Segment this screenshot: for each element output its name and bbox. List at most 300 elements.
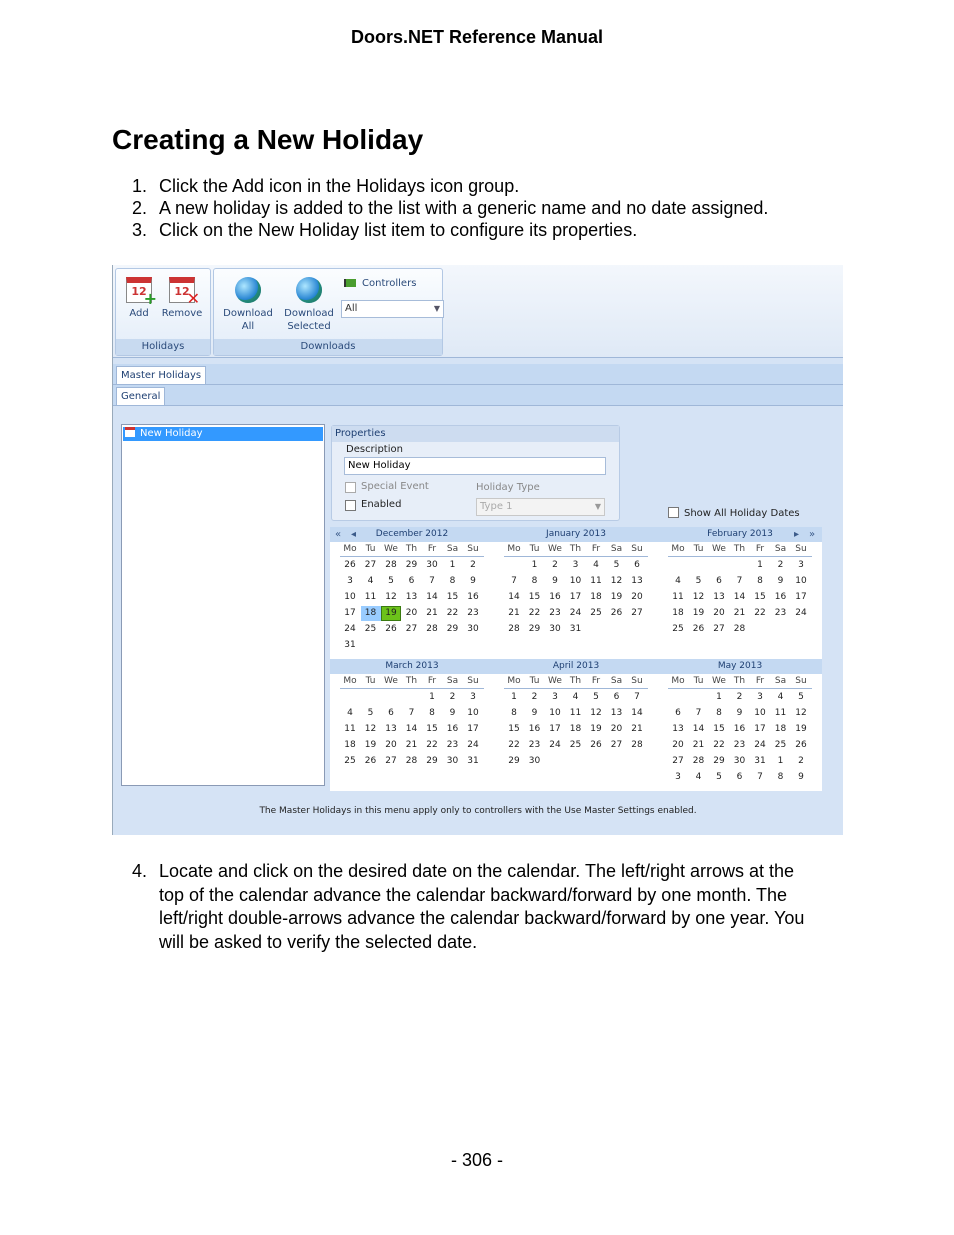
calendar-day[interactable]: 22 — [508, 740, 520, 750]
calendar-day[interactable]: 6 — [675, 708, 681, 718]
calendar-day[interactable]: 26 — [795, 740, 807, 750]
flag-icon — [344, 279, 356, 287]
weekday-label: Sa — [610, 544, 623, 554]
weekday-label: Su — [631, 676, 643, 686]
calendar-day[interactable]: 19 — [692, 608, 705, 618]
calendar-day[interactable]: 7 — [429, 576, 435, 586]
calendar-day[interactable]: 9 — [552, 576, 558, 586]
calendar-day[interactable]: 20 — [672, 740, 684, 750]
step-number: 3. — [132, 220, 148, 240]
month-title: December 2012 — [375, 529, 449, 539]
add-button[interactable] — [121, 277, 157, 320]
calendar-day[interactable]: 8 — [531, 576, 538, 586]
weekday-label: Th — [733, 676, 746, 686]
calendar-day[interactable]: 21 — [631, 724, 643, 734]
calendar-day[interactable]: 18 — [590, 592, 602, 602]
calendar-day[interactable]: 5 — [593, 692, 599, 702]
weekday-label: Mo — [671, 544, 685, 554]
calendar-day[interactable]: 5 — [716, 772, 722, 782]
calendar-day[interactable]: 14 — [692, 724, 705, 734]
calendar-day[interactable]: 28 — [733, 624, 746, 634]
calendar-day[interactable]: 13 — [405, 592, 418, 602]
calendar-day[interactable]: 13 — [610, 708, 623, 718]
calendar-day[interactable]: 3 — [552, 692, 558, 702]
calendar-day[interactable]: 20 — [405, 608, 418, 618]
calendar-day[interactable]: 1 — [757, 560, 763, 570]
calendar-day[interactable]: 26 — [364, 756, 377, 766]
calendar-day[interactable]: 4 — [347, 708, 353, 718]
calendar-day[interactable]: 28 — [508, 624, 520, 634]
weekday-label: Sa — [446, 544, 459, 554]
calendar-day[interactable]: 25 — [590, 608, 602, 618]
calendar-day[interactable]: 9 — [798, 772, 804, 782]
weekday-label: We — [548, 544, 562, 554]
weekday-label: Su — [795, 676, 807, 686]
calendar-day[interactable]: 31 — [754, 756, 766, 766]
calendar-day[interactable]: 24 — [795, 608, 807, 618]
download-selected-label-2: Selected — [287, 321, 331, 332]
weekday-label: Sa — [610, 676, 623, 686]
page-title: Creating a New Holiday — [112, 124, 424, 155]
calendar-day[interactable]: 8 — [777, 772, 784, 782]
calendar-day[interactable]: 8 — [511, 708, 517, 718]
controllers-select[interactable] — [341, 300, 444, 318]
calendar-day[interactable]: 23 — [733, 740, 746, 750]
calendar-day[interactable]: 9 — [736, 708, 743, 718]
calendar-day[interactable]: 23 — [446, 740, 459, 750]
step-4-list — [112, 860, 804, 954]
calendar-day[interactable]: 10 — [344, 592, 356, 602]
tab-master-holidays[interactable]: Master Holidays — [116, 366, 206, 384]
calendar-day[interactable]: 24 — [569, 608, 582, 618]
calendar-day[interactable]: 20 — [713, 608, 725, 618]
calendar-day[interactable]: 24 — [754, 740, 766, 750]
calendar-day[interactable]: 4 — [777, 692, 784, 702]
calendar-day[interactable]: 22 — [446, 608, 459, 618]
weekday-label: Tu — [365, 676, 376, 686]
list-item-label: New Holiday — [140, 428, 203, 439]
calendar-day[interactable]: 15 — [528, 592, 541, 602]
weekday-label: Sa — [774, 544, 787, 554]
weekday-label: Mo — [507, 544, 521, 554]
calendar-day[interactable]: 11 — [774, 708, 787, 718]
calendar-day[interactable]: 29 — [405, 560, 418, 570]
calendar-day[interactable]: 3 — [572, 560, 579, 570]
weekday-label: Mo — [507, 676, 521, 686]
calendar-day[interactable]: 23 — [774, 608, 787, 618]
weekday-label: Fr — [591, 676, 601, 686]
ribbon — [113, 265, 843, 358]
master-holidays-note: The Master Holidays in this menu apply only to controllers with the Use Master Settings enabled. — [259, 806, 697, 816]
calendar-day[interactable]: 8 — [716, 708, 722, 718]
description-label: Description — [346, 444, 403, 455]
calendar-day[interactable]: 25 — [774, 740, 787, 750]
calendar-day[interactable]: 30 — [549, 624, 561, 634]
calendar-day[interactable]: 30 — [733, 756, 746, 766]
calendar-day[interactable]: 7 — [408, 708, 415, 718]
calendar-day[interactable]: 27 — [713, 624, 725, 634]
calendar-day[interactable]: 11 — [569, 708, 582, 718]
calendar-day[interactable]: 17 — [569, 592, 582, 602]
calendar-day[interactable]: 9 — [531, 708, 538, 718]
weekday-label: Tu — [529, 676, 540, 686]
calendar-day[interactable]: 21 — [426, 608, 438, 618]
calendar-day[interactable]: 22 — [528, 608, 541, 618]
calendar-day[interactable]: 4 — [695, 772, 702, 782]
calendar-day[interactable]: 25 — [672, 624, 684, 634]
calendar-day[interactable]: 1 — [449, 560, 456, 570]
calendar-day[interactable]: 16 — [549, 592, 561, 602]
weekday-label: Tu — [693, 676, 704, 686]
calendar-day[interactable]: 3 — [675, 772, 681, 782]
calendar-day[interactable]: 11 — [364, 592, 377, 602]
weekday-label: Su — [631, 544, 643, 554]
calendar-day[interactable]: 1 — [777, 756, 784, 766]
calendar-day[interactable]: 16 — [446, 724, 459, 734]
calendar-day[interactable]: 13 — [385, 724, 397, 734]
calendar-day[interactable]: 30 — [426, 560, 438, 570]
calendar-day[interactable]: 5 — [613, 560, 620, 570]
calendar-day[interactable]: 7 — [757, 772, 763, 782]
calendar-day[interactable]: 12 — [610, 576, 623, 586]
calendar-day[interactable]: 11 — [590, 576, 602, 586]
calendar-day[interactable]: 2 — [470, 560, 476, 570]
calendar-day[interactable]: 1 — [429, 692, 435, 702]
weekday-divider — [668, 688, 812, 689]
weekday-label: Su — [795, 544, 807, 554]
calendar-day[interactable]: 1 — [531, 560, 538, 570]
calendar-day[interactable]: 18 — [774, 724, 787, 734]
holiday-type-select[interactable] — [476, 498, 605, 516]
calendar-day[interactable]: 28 — [405, 756, 418, 766]
weekday-label: Mo — [671, 676, 685, 686]
sub-tab-bar — [113, 385, 843, 406]
dropdown-arrow-icon: ▼ — [433, 304, 440, 313]
weekday-label: We — [548, 676, 562, 686]
calendar-day[interactable]: 27 — [405, 624, 418, 634]
calendar-day[interactable]: 12 — [590, 708, 602, 718]
weekday-label: Th — [405, 676, 418, 686]
calendar-day[interactable]: 8 — [449, 576, 456, 586]
calendar-day[interactable]: 24 — [344, 624, 356, 634]
calendar-day[interactable]: 14 — [508, 592, 520, 602]
calendar-day[interactable]: 15 — [713, 724, 725, 734]
calendar-day[interactable]: 25 — [364, 624, 377, 634]
calendar-day[interactable]: 19 — [381, 606, 401, 621]
calendar-day[interactable]: 21 — [692, 740, 705, 750]
calendar-day[interactable]: 23 — [467, 608, 479, 618]
calendar-day[interactable]: 28 — [426, 624, 438, 634]
calendar-add-icon: 12 + — [126, 277, 152, 303]
calendar-number: 12 — [131, 285, 147, 298]
step-4-line: top of the calendar advance the calendar backward/forward by one month. The — [159, 884, 788, 905]
calendar-day[interactable]: 12 — [692, 592, 705, 602]
calendar-day[interactable]: 2 — [449, 692, 456, 702]
weekday-label: Su — [467, 544, 479, 554]
calendar-day[interactable]: 26 — [344, 560, 356, 570]
weekday-label: Tu — [693, 544, 704, 554]
calendar-day[interactable]: 29 — [446, 624, 459, 634]
holiday-list[interactable] — [121, 424, 325, 786]
step-item — [112, 219, 768, 241]
calendar-day[interactable]: 28 — [692, 756, 705, 766]
calendar-day[interactable]: 8 — [757, 576, 763, 586]
steps-list — [112, 175, 768, 241]
calendar-day[interactable]: 12 — [385, 592, 397, 602]
download-all-label-2: All — [241, 321, 255, 332]
step-number: 1. — [132, 176, 148, 196]
enabled-label: Enabled — [361, 499, 402, 510]
calendar-day[interactable]: 27 — [631, 608, 643, 618]
calendar-day[interactable]: 19 — [364, 740, 377, 750]
special-event-checkbox[interactable] — [345, 482, 356, 493]
calendar-day[interactable]: 25 — [569, 740, 582, 750]
weekday-divider — [504, 556, 648, 557]
calendar-day[interactable]: 19 — [610, 592, 623, 602]
calendar-day[interactable]: 5 — [388, 576, 394, 586]
calendar-day[interactable]: 31 — [467, 756, 479, 766]
next-year-icon[interactable]: » — [809, 529, 816, 540]
calendar-day[interactable]: 3 — [470, 692, 476, 702]
calendar-day[interactable]: 16 — [774, 592, 787, 602]
calendar-day[interactable]: 17 — [754, 724, 766, 734]
calendar-day[interactable]: 6 — [613, 692, 620, 702]
calendar-day[interactable]: 5 — [367, 708, 374, 718]
calendar-day[interactable]: 19 — [795, 724, 807, 734]
calendar-day[interactable]: 5 — [798, 692, 804, 702]
calendar-day[interactable]: 18 — [672, 608, 684, 618]
enabled-checkbox[interactable] — [345, 500, 356, 511]
calendar-day[interactable]: 23 — [549, 608, 561, 618]
calendar-day[interactable]: 6 — [408, 576, 415, 586]
calendar-day[interactable]: 2 — [736, 692, 743, 702]
download-selected-label-1: Download — [284, 308, 334, 319]
description-input[interactable]: New Holiday — [344, 457, 606, 475]
calendar-day[interactable]: 15 — [754, 592, 766, 602]
calendar-day[interactable]: 17 — [795, 592, 807, 602]
calendar-day[interactable]: 27 — [672, 756, 684, 766]
remove-label: Remove — [161, 308, 203, 319]
calendar-day[interactable]: 2 — [552, 560, 558, 570]
calendar-day[interactable]: 12 — [795, 708, 807, 718]
calendar-day[interactable]: 10 — [549, 708, 561, 718]
calendar-day[interactable]: 3 — [798, 560, 804, 570]
weekday-label: We — [712, 544, 726, 554]
month-title: January 2013 — [546, 529, 606, 539]
calendar-day[interactable]: 28 — [385, 560, 397, 570]
controllers-text: Controllers — [362, 278, 417, 289]
calendar-day[interactable]: 18 — [361, 606, 381, 621]
calendar-day[interactable]: 8 — [429, 708, 435, 718]
calendar-day[interactable]: 6 — [716, 576, 722, 586]
weekday-label: Th — [569, 544, 582, 554]
calendar-day[interactable]: 3 — [757, 692, 763, 702]
calendar-day[interactable]: 10 — [467, 708, 479, 718]
weekday-divider — [340, 556, 484, 557]
calendar-day[interactable]: 30 — [528, 756, 541, 766]
remove-button[interactable] — [160, 277, 204, 320]
calendar-day[interactable]: 15 — [446, 592, 459, 602]
calendar-day[interactable]: 15 — [426, 724, 438, 734]
calendar-day[interactable]: 4 — [675, 576, 681, 586]
calendar — [330, 527, 822, 791]
month-title: May 2013 — [717, 661, 763, 671]
calendar-day[interactable]: 27 — [610, 740, 623, 750]
download-all-button[interactable] — [220, 277, 276, 333]
calendar-day[interactable]: 16 — [467, 592, 479, 602]
calendar-day[interactable]: 23 — [528, 740, 541, 750]
step-4-line: will be asked to verify the selected date. — [159, 931, 478, 952]
calendar-day[interactable]: 21 — [508, 608, 520, 618]
calendar-day[interactable]: 25 — [344, 756, 356, 766]
calendar-day[interactable]: 7 — [634, 692, 640, 702]
calendar-day[interactable]: 13 — [631, 576, 643, 586]
calendar-day[interactable]: 4 — [593, 560, 599, 570]
calendar-day[interactable]: 11 — [344, 724, 356, 734]
weekday-label: Mo — [343, 676, 357, 686]
calendar-day[interactable]: 28 — [631, 740, 643, 750]
weekday-label: Fr — [427, 544, 437, 554]
weekday-label: Sa — [446, 676, 459, 686]
calendar-day[interactable]: 13 — [713, 592, 725, 602]
calendar-day[interactable]: 10 — [569, 576, 582, 586]
weekday-label: Tu — [365, 544, 376, 554]
calendar-day[interactable]: 21 — [405, 740, 418, 750]
month-title: February 2013 — [707, 529, 773, 539]
page-number: - 306 - — [450, 1150, 504, 1170]
calendar-day[interactable]: 10 — [795, 576, 807, 586]
calendar-day[interactable]: 31 — [569, 624, 582, 634]
weekday-label: Tu — [529, 544, 540, 554]
calendar-day[interactable]: 4 — [572, 692, 579, 702]
calendar-day[interactable]: 19 — [590, 724, 602, 734]
calendar-day[interactable]: 9 — [777, 576, 784, 586]
list-item-new-holiday[interactable] — [123, 427, 323, 441]
calendar-day[interactable]: 16 — [528, 724, 541, 734]
calendar-day[interactable]: 24 — [549, 740, 561, 750]
properties-panel — [331, 425, 620, 521]
calendar-day[interactable]: 29 — [528, 624, 541, 634]
calendar-day[interactable]: 14 — [631, 708, 643, 718]
calendar-day[interactable]: 4 — [367, 576, 374, 586]
calendar-day[interactable]: 20 — [610, 724, 623, 734]
download-all-label-1: Download — [223, 308, 273, 319]
calendar-day[interactable]: 21 — [733, 608, 746, 618]
calendar-day[interactable]: 6 — [388, 708, 394, 718]
tab-general[interactable]: General — [116, 387, 165, 405]
calendar-day[interactable]: 12 — [364, 724, 377, 734]
calendar-day[interactable]: 20 — [385, 740, 397, 750]
calendar-day[interactable]: 7 — [695, 708, 702, 718]
calendar-day[interactable]: 9 — [470, 576, 476, 586]
step-number: 4. — [132, 861, 148, 881]
show-all-row[interactable] — [668, 507, 800, 519]
next-month-icon[interactable]: ▸ — [794, 529, 800, 540]
download-selected-button[interactable] — [280, 277, 338, 333]
calendar-day[interactable]: 2 — [531, 692, 538, 702]
calendar-day[interactable]: 29 — [713, 756, 725, 766]
prev-month-icon[interactable]: ◂ — [351, 529, 357, 540]
holiday-type-label: Holiday Type — [476, 482, 540, 493]
properties-header: Properties — [332, 426, 619, 442]
calendar-day[interactable]: 20 — [631, 592, 643, 602]
calendar-day[interactable]: 2 — [777, 560, 784, 570]
weekday-label: Sa — [774, 676, 787, 686]
downloads-group — [213, 268, 443, 356]
calendar-day[interactable]: 27 — [364, 560, 377, 570]
step-4-line: left/right double-arrows advance the calendar backward/forward by one year. You — [159, 908, 805, 928]
calendar-day[interactable]: 26 — [385, 624, 397, 634]
calendar-day[interactable]: 14 — [426, 592, 438, 602]
show-all-checkbox[interactable] — [668, 507, 679, 518]
calendar-remove-icon: 12 ✕ — [169, 277, 195, 303]
calendar-day[interactable]: 14 — [733, 592, 746, 602]
calendar-day[interactable]: 1 — [511, 692, 517, 702]
step-number: 2. — [132, 198, 148, 218]
calendar-day[interactable]: 18 — [344, 740, 356, 750]
calendar-day[interactable]: 29 — [508, 756, 520, 766]
calendar-day[interactable]: 26 — [692, 624, 705, 634]
weekday-divider — [668, 556, 812, 557]
calendar-day[interactable]: 18 — [569, 724, 582, 734]
calendar-day[interactable]: 6 — [634, 560, 640, 570]
calendar-day[interactable]: 27 — [385, 756, 397, 766]
globe-download-icon — [235, 277, 261, 303]
calendar-day[interactable]: 11 — [672, 592, 684, 602]
holidays-group — [115, 268, 211, 356]
dropdown-arrow-icon: ▼ — [594, 502, 601, 511]
weekday-label: Th — [569, 676, 582, 686]
prev-year-icon[interactable]: « — [335, 529, 342, 540]
calendar-number: 12 — [174, 285, 190, 298]
calendar-day[interactable]: 26 — [610, 608, 623, 618]
calendar-day[interactable]: 10 — [754, 708, 766, 718]
calendar-day[interactable]: 7 — [511, 576, 517, 586]
calendar-day[interactable]: 31 — [344, 640, 356, 650]
weekday-divider — [504, 688, 648, 689]
holidays-group-label: Holidays — [116, 339, 210, 355]
calendar-day[interactable]: 22 — [754, 608, 766, 618]
step-item — [112, 175, 768, 197]
calendar-day[interactable]: 13 — [672, 724, 684, 734]
calendar-day[interactable]: 5 — [695, 576, 702, 586]
calendar-day[interactable]: 6 — [736, 772, 743, 782]
calendar-day[interactable]: 17 — [344, 608, 356, 618]
weekday-label: Th — [733, 544, 746, 554]
calendar-day[interactable]: 29 — [426, 756, 438, 766]
calendar-day[interactable]: 14 — [405, 724, 418, 734]
calendar-day[interactable]: 15 — [508, 724, 520, 734]
weekday-label: Fr — [591, 544, 601, 554]
calendar-day[interactable]: 9 — [449, 708, 456, 718]
calendar-day[interactable]: 17 — [549, 724, 561, 734]
calendar-day[interactable]: 17 — [467, 724, 479, 734]
calendar-day[interactable]: 3 — [347, 576, 353, 586]
calendar-day[interactable]: 24 — [467, 740, 479, 750]
calendar-day[interactable]: 30 — [467, 624, 479, 634]
weekday-divider — [340, 688, 484, 689]
calendar-day[interactable]: 16 — [733, 724, 746, 734]
calendar-day[interactable]: 1 — [716, 692, 722, 702]
calendar-day[interactable]: 2 — [798, 756, 804, 766]
calendar-day[interactable]: 22 — [426, 740, 438, 750]
calendar-day[interactable]: 22 — [713, 740, 725, 750]
weekday-label: Fr — [755, 544, 765, 554]
calendar-day[interactable]: 30 — [446, 756, 459, 766]
calendar-day[interactable]: 26 — [590, 740, 602, 750]
calendar-day[interactable]: 7 — [736, 576, 743, 586]
step-text: Click the Add icon in the Holidays icon group. — [159, 176, 520, 196]
